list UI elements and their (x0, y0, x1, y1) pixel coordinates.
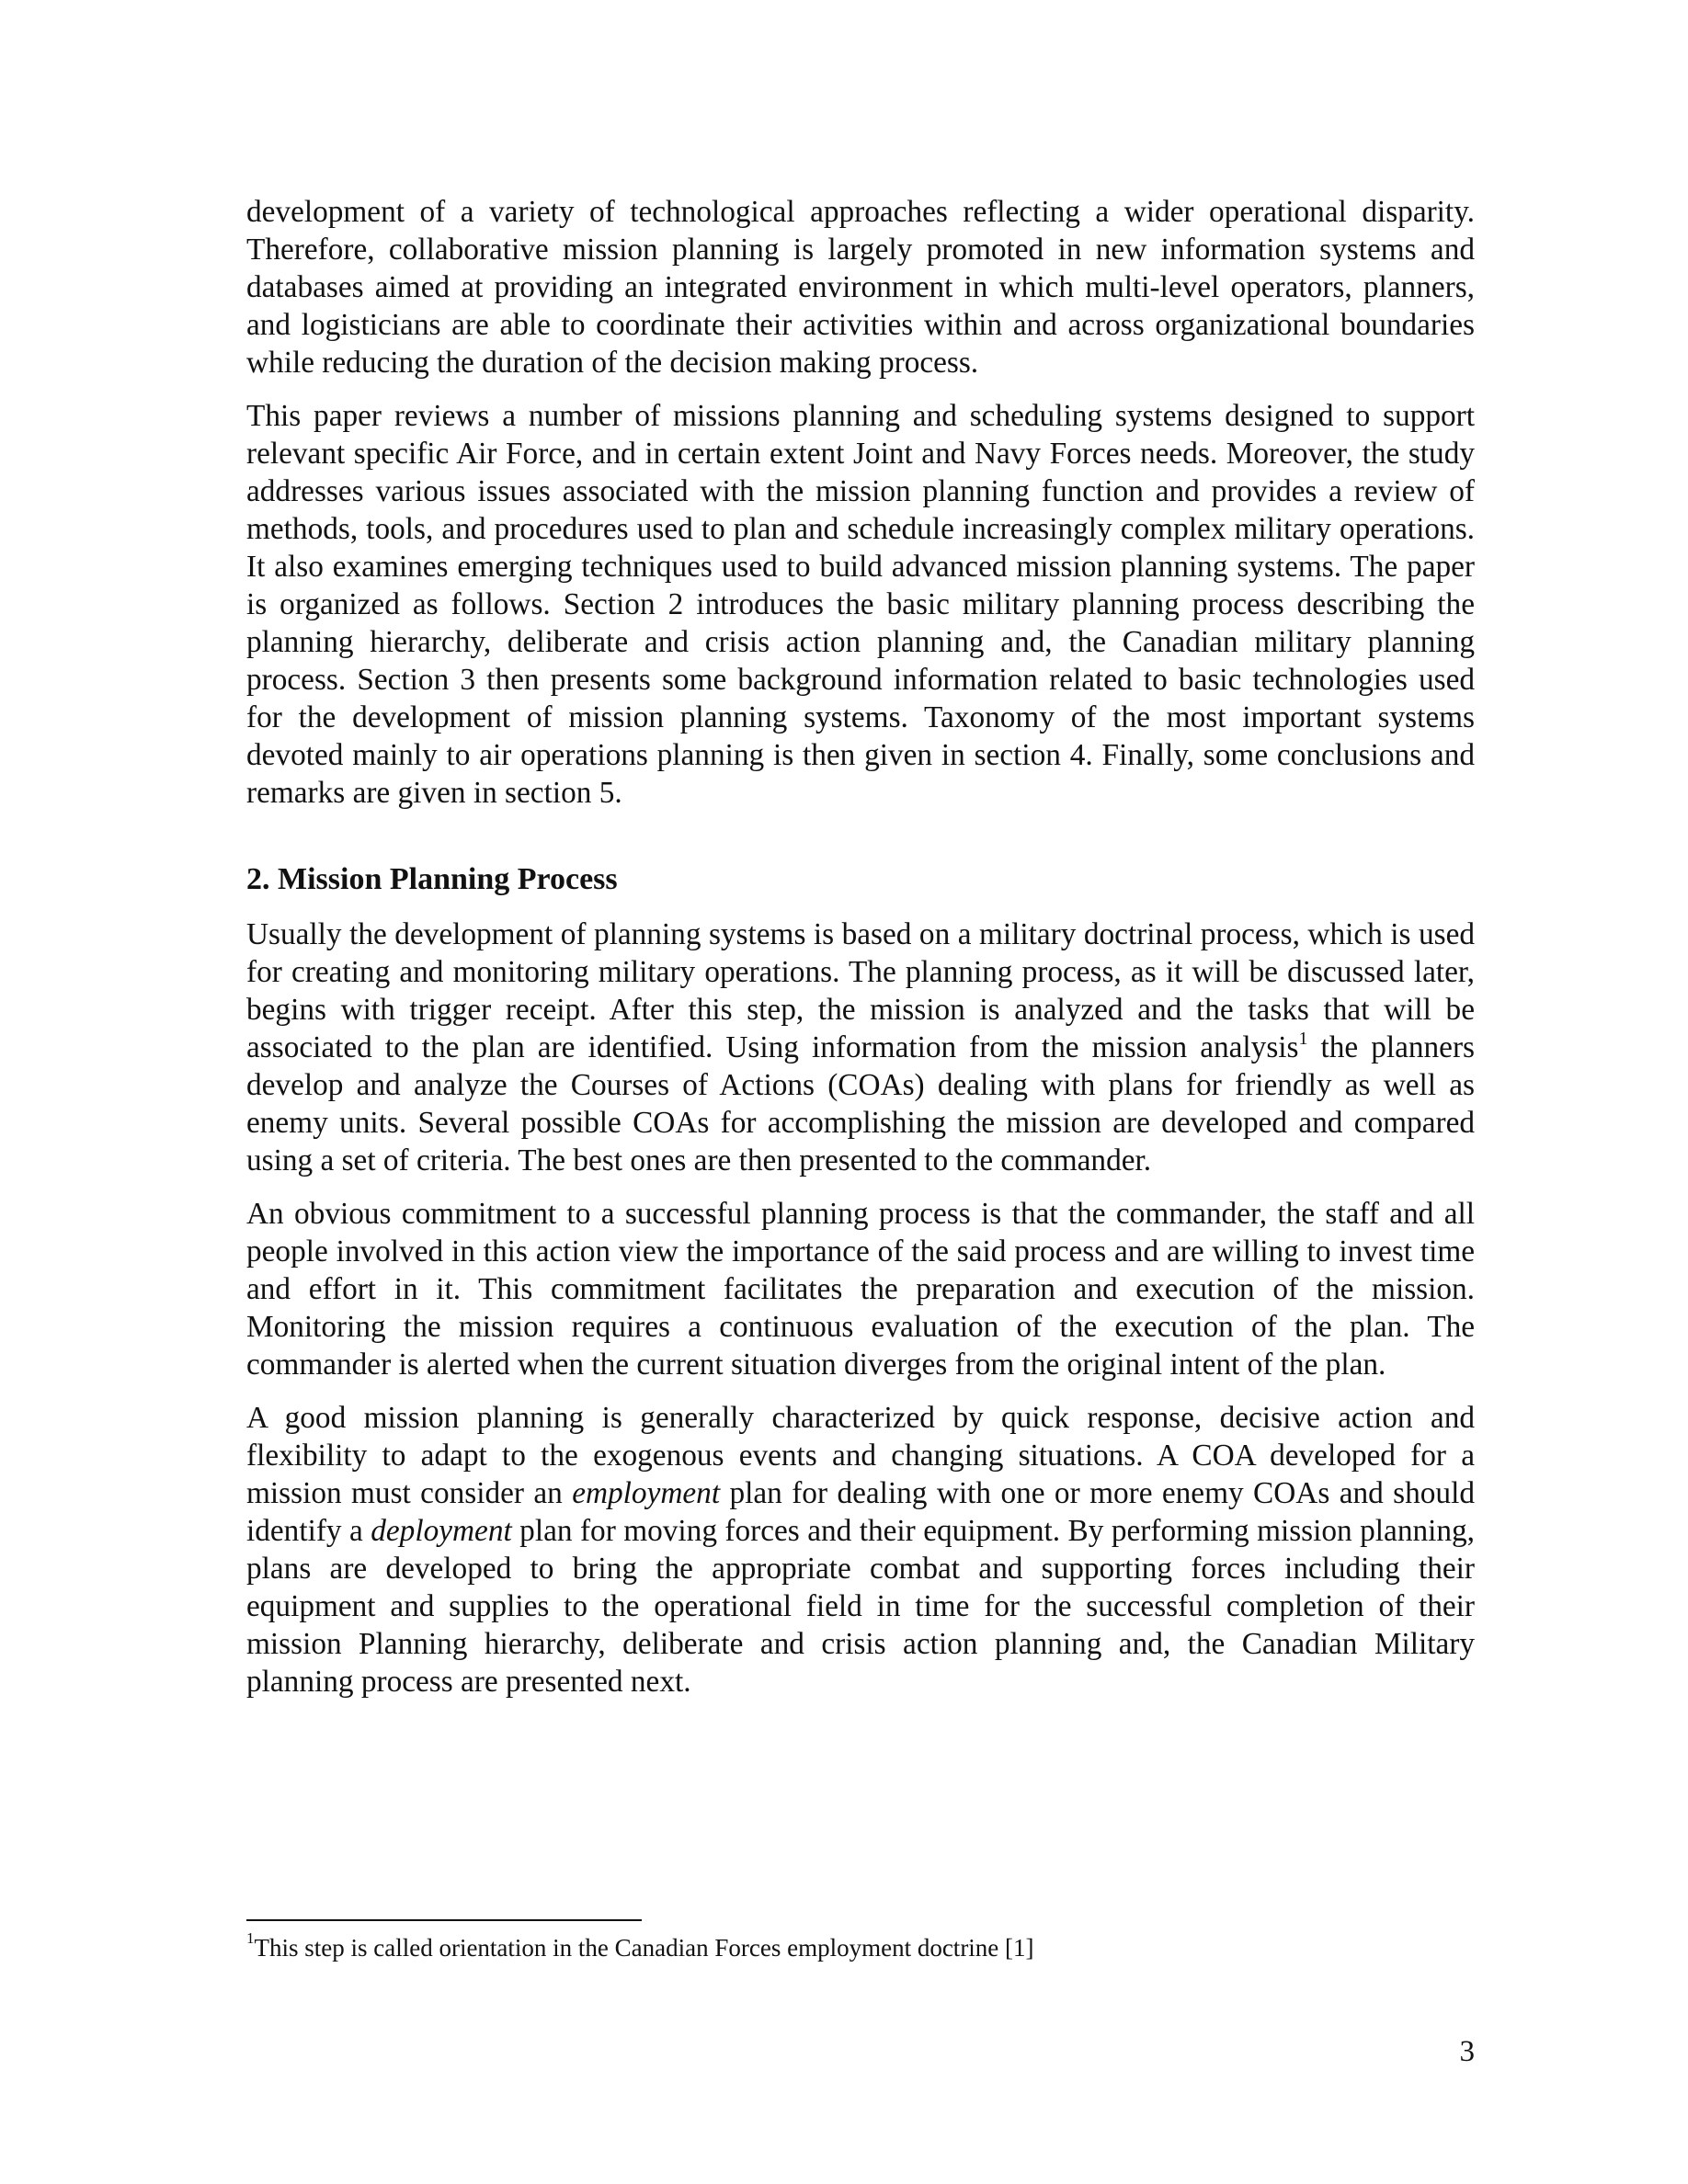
footnote-reference: 1 (1298, 1028, 1308, 1049)
paragraph-planning-process (246, 916, 1475, 1179)
footnote-marker: 1 (246, 1929, 255, 1947)
paragraph-text: Usually the development of planning systems is based on a military doctrinal process, which is used for creating and monitoring military operations. The planning process, as it will be discussed later, begins with trigger receipt. After this step, the mission is analyzed and the tasks that will be associated to the plan are identified. Using information from the mission analysis (246, 917, 1475, 1064)
emphasis-employment: employment (572, 1476, 721, 1510)
page-number: 3 (1459, 2035, 1475, 2068)
paragraph-text: the planners develop and analyze the Courses of Actions (COAs) dealing with plans for friendly as well as enemy units. Several possible COAs for accomplishing the mission are developed and compared using a set of criteria. The best ones are then presented to the commander. (246, 1030, 1475, 1177)
paragraph-intro-continuation: development of a variety of technological approaches reflecting a wider operational disparity. Therefore, collaborative mission planning is largely promoted in new information systems and databases aimed at providing an integrated environment in which multi-level operators, planners, and logisticians are able to coordinate their activities within and across organizational boundaries while reducing the duration of the decision making process. (246, 195, 1475, 380)
paragraph-commitment: An obvious commitment to a successful planning process is that the commander, the staff and all people involved in this action view the importance of the said process and are willing to invest time and effort in it. This commitment facilitates the preparation and execution of the mission. Monitoring the mission requires a continuous evaluation of the execution of the plan. The commander is alerted when the current situation diverges from the original intent of the plan. (246, 1197, 1475, 1382)
page-body (246, 193, 1475, 1716)
paragraph-good-planning (246, 1399, 1475, 1701)
paragraph-text: plan for dealing with one or more enemy COAs and should identify a (246, 1476, 1475, 1548)
footnote-text: This step is called orientation in the Canadian Forces employment doctrine [1] (254, 1934, 1034, 1962)
footnote-divider (246, 1919, 642, 1921)
section-heading: 2. Mission Planning Process (246, 862, 618, 896)
emphasis-deployment: deployment (371, 1514, 512, 1548)
paragraph-text: A good mission planning is generally characterized by quick response, decisive action and flexibility to adapt to the exogenous events and changing situations. A COA developed for a mission must consider an (246, 1401, 1475, 1510)
footnote (246, 1929, 1034, 1963)
paragraph-text: plan for moving forces and their equipment. By performing mission planning, plans are developed to bring the appropriate combat and supporting forces including their equipment and supplies to the operational field in time for the successful completion of their mission Planning hierarchy, deliberate and crisis action planning and, the Canadian Military planning process are presented next. (246, 1514, 1475, 1699)
paragraph-paper-overview: This paper reviews a number of missions planning and scheduling systems designed to support relevant specific Air Force, and in certain extent Joint and Navy Forces needs. Moreover, the study addresses various issues associated with the mission planning function and provides a review of methods, tools, and procedures used to plan and schedule increasingly complex military operations. It also examines emerging techniques used to build advanced mission planning systems. The paper is organized as follows. Section 2 introduces the basic military planning process describing the planning hierarchy, deliberate and crisis action planning and, the Canadian military planning process. Section 3 then presents some background information related to basic technologies used for the development of mission planning systems. Taxonomy of the most important systems devoted mainly to air operations planning is then given in section 4. Finally, some conclusions and remarks are given in section 5. (246, 399, 1475, 810)
